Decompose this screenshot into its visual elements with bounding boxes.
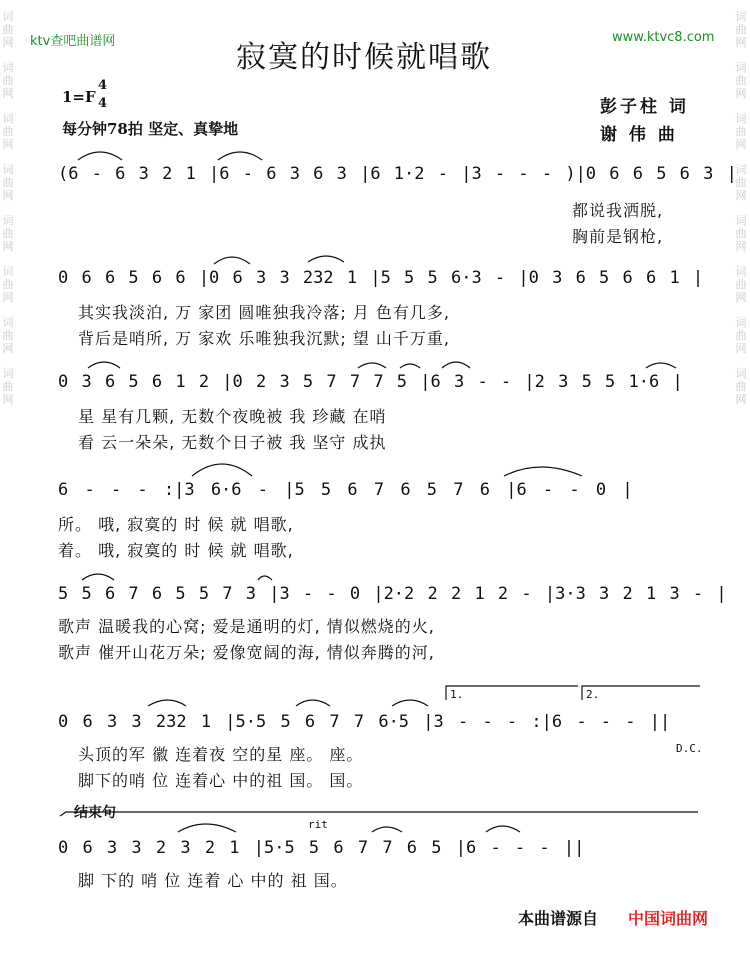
volta-1-label: 1. <box>450 688 464 701</box>
system-6-notes: 0 6 3 3 232 1 |5·5 5 6 7 7 6·5 |3 - - - :|6 - - - || <box>58 712 671 732</box>
system-2-lyric-verse-1: 其实我淡泊, 万 家团 圆唯独我冷落; 月 色有几多, <box>78 303 450 322</box>
slur <box>646 363 676 368</box>
watermark-char: 词 <box>735 10 747 23</box>
volta-2-label: 2. <box>586 688 600 701</box>
slur <box>88 362 120 368</box>
rit-marking: rit <box>308 818 328 831</box>
slur <box>218 152 262 160</box>
watermark-char: 网 <box>2 189 14 202</box>
source-site-link[interactable]: 中国词曲网 <box>628 909 709 928</box>
watermark-char: 曲 <box>735 176 747 189</box>
watermark-char: 词 <box>735 316 747 329</box>
watermark-char: 曲 <box>735 74 747 87</box>
watermark-char: 曲 <box>2 278 14 291</box>
slur <box>308 256 344 262</box>
dc-marking: D.C. <box>676 742 703 755</box>
time-signature-bottom: 4 <box>98 96 108 111</box>
coda-line <box>60 812 698 816</box>
system-6-lyric-verse-1: 头顶的军 徽 连着夜 空的星 座。 座。 <box>78 745 364 764</box>
source-label: 本曲谱源自 <box>518 909 599 928</box>
watermark-char: 曲 <box>735 380 747 393</box>
slur <box>358 363 386 368</box>
slur <box>400 364 420 368</box>
slur <box>178 824 236 832</box>
watermark-char: 网 <box>735 138 747 151</box>
system-5-lyric-verse-1: 歌声 温暖我的心窝; 爱是通明的灯, 情似燃烧的火, <box>58 617 435 636</box>
site-link-left[interactable]: ktv查吧曲谱网 <box>30 34 116 49</box>
watermark-char: 词 <box>735 112 747 125</box>
watermark-char: 网 <box>2 138 14 151</box>
watermark-char: 曲 <box>2 23 14 36</box>
watermark-char: 词 <box>2 10 14 23</box>
system-7-notes: 0 6 3 3 2 3 2 1 |5·5 5 6 7 7 6 5 |6 - - - || <box>58 838 585 858</box>
watermark-char: 曲 <box>735 227 747 240</box>
tempo-marking: 每分钟78拍 坚定、真挚地 <box>62 120 239 138</box>
slur <box>504 467 582 476</box>
system-4-lyric-verse-2: 着。 哦, 寂寞的 时 候 就 唱歌, <box>58 541 294 560</box>
slur <box>78 152 122 160</box>
watermark-char: 网 <box>2 393 14 406</box>
watermark-char: 网 <box>2 240 14 253</box>
watermark-char: 词 <box>2 61 14 74</box>
watermark-char: 曲 <box>2 380 14 393</box>
watermark-char: 曲 <box>2 227 14 240</box>
watermark-char: 词 <box>2 367 14 380</box>
watermark-char: 曲 <box>2 329 14 342</box>
system-3-notes: 0 3 6 5 6 1 2 |0 2 3 5 7 7 7 5 |6 3 - - |2 3 5 5 1·6 | <box>58 372 683 392</box>
volta-bracket <box>582 686 700 700</box>
system-1-notes: (6 - 6 3 2 1 |6 - 6 3 6 3 |6 1·2 - |3 - - - )|0 6 6 5 6 3 | <box>58 164 737 184</box>
system-1-lyric-verse-1: 都说我洒脱, <box>572 201 664 220</box>
watermark-char: 词 <box>735 265 747 278</box>
watermark-char: 曲 <box>2 74 14 87</box>
system-4-notes: 6 - - - :|3 6·6 - |5 5 6 7 6 5 7 6 |6 - - 0 | <box>58 480 633 500</box>
watermark-char: 网 <box>2 291 14 304</box>
system-1-lyric-verse-2: 胸前是钢枪, <box>572 227 664 246</box>
watermark-char: 词 <box>735 163 747 176</box>
slur <box>258 576 272 580</box>
slur <box>148 700 186 706</box>
watermark-char: 网 <box>735 393 747 406</box>
watermark-char: 网 <box>735 342 747 355</box>
system-3-lyric-verse-2: 看 云一朵朵, 无数个日子被 我 坚守 成执 <box>78 433 387 452</box>
site-link-right[interactable]: www.ktvc8.com <box>612 30 715 45</box>
time-signature-top: 4 <box>98 78 108 93</box>
coda-label: 结束句 <box>74 805 116 821</box>
watermark-char: 网 <box>2 36 14 49</box>
key-signature: 1=F <box>62 88 96 106</box>
watermark-char: 网 <box>735 189 747 202</box>
slur <box>214 257 250 264</box>
system-4-lyric-verse-1: 所。 哦, 寂寞的 时 候 就 唱歌, <box>58 515 294 534</box>
watermark-char: 词 <box>2 163 14 176</box>
watermark-char: 网 <box>2 87 14 100</box>
watermark-char: 词 <box>735 61 747 74</box>
slur <box>296 700 330 706</box>
system-5-lyric-verse-2: 歌声 催开山花万朵; 爱像宽阔的海, 情似奔腾的河, <box>58 643 435 662</box>
watermark-char: 曲 <box>735 23 747 36</box>
system-2-notes: 0 6 6 5 6 6 |0 6 3 3 232 1 |5 5 5 6·3 - |0 3 6 5 6 6 1 | <box>58 268 704 288</box>
watermark-char: 曲 <box>2 176 14 189</box>
watermark-char: 词 <box>735 214 747 227</box>
watermark-char: 词 <box>2 265 14 278</box>
system-6-lyric-verse-2: 脚下的哨 位 连着心 中的祖 国。 国。 <box>78 771 364 790</box>
slur <box>372 827 402 832</box>
song-title: 寂寞的时候就唱歌 <box>236 40 492 75</box>
watermark-char: 词 <box>2 112 14 125</box>
watermark-char: 网 <box>735 240 747 253</box>
watermark-char: 词 <box>2 316 14 329</box>
watermark-char: 曲 <box>735 329 747 342</box>
watermark-char: 词 <box>2 214 14 227</box>
system-2-lyric-verse-2: 背后是哨所, 万 家欢 乐唯独我沉默; 望 山千万重, <box>78 329 450 348</box>
composer-credit: 谢 伟 曲 <box>600 125 678 145</box>
lyricist-credit: 彭子柱 词 <box>600 97 689 117</box>
watermark-char: 网 <box>2 342 14 355</box>
slur <box>82 574 114 580</box>
slur <box>392 700 428 706</box>
watermark-char: 曲 <box>735 278 747 291</box>
system-3-lyric-verse-1: 星 星有几颗, 无数个夜晚被 我 珍藏 在哨 <box>78 407 387 426</box>
system-7-lyric: 脚 下的 哨 位 连着 心 中的 祖 国。 <box>78 871 348 890</box>
slur <box>486 826 520 832</box>
watermark-char: 网 <box>735 291 747 304</box>
watermark-char: 曲 <box>735 125 747 138</box>
watermark-char: 网 <box>735 36 747 49</box>
slur <box>192 464 252 476</box>
watermark-char: 曲 <box>2 125 14 138</box>
watermark-char: 词 <box>735 367 747 380</box>
slur <box>442 362 470 368</box>
volta-bracket <box>446 686 578 700</box>
watermark-char: 网 <box>735 87 747 100</box>
system-5-notes: 5 5 6 7 6 5 5 7 3 |3 - - 0 |2·2 2 2 1 2 - |3·3 3 2 1 3 - | <box>58 584 727 604</box>
